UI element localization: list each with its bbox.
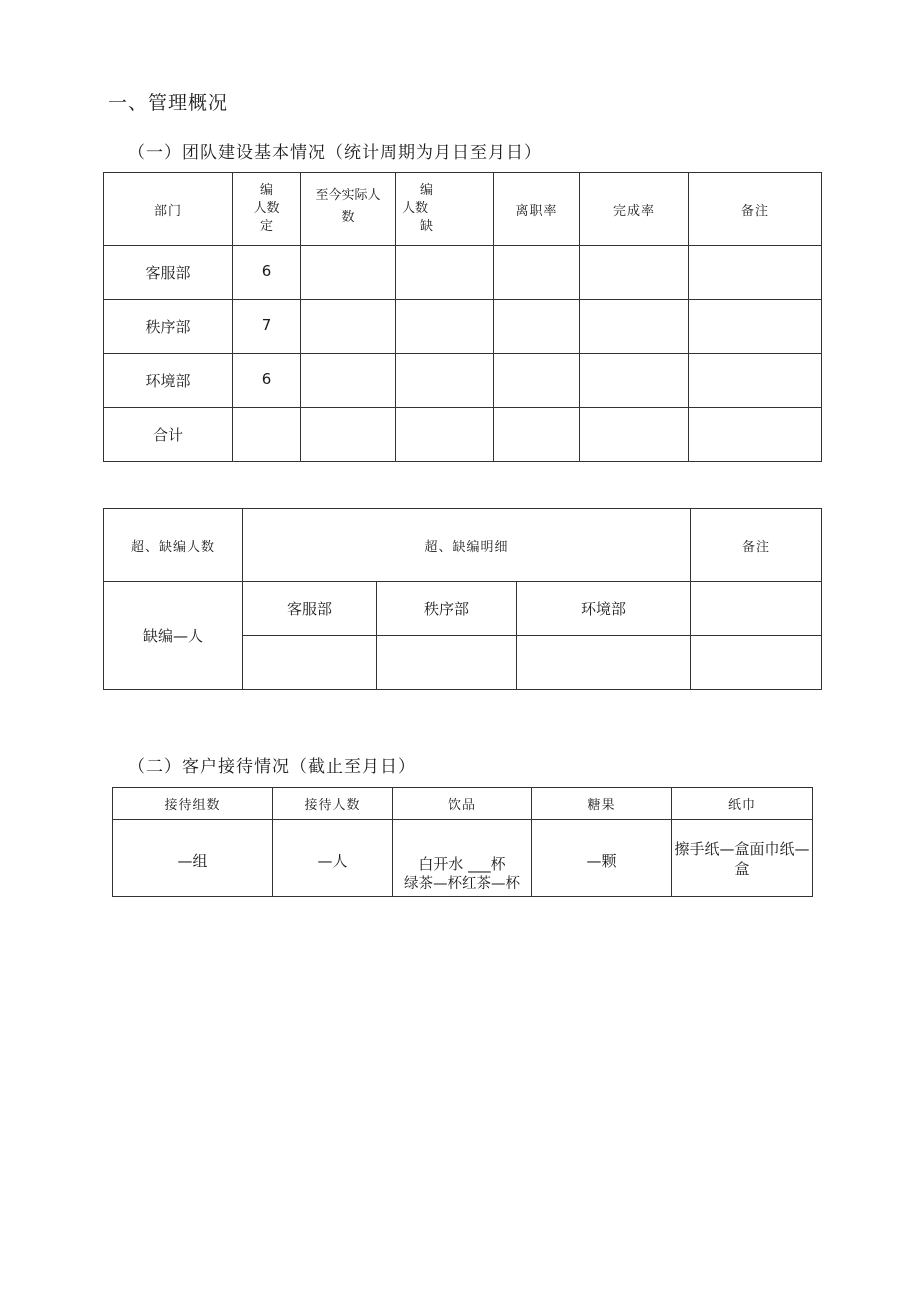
- turnover-cell[interactable]: [494, 408, 580, 462]
- actual-cell[interactable]: [301, 246, 396, 300]
- header-dept: 部门: [104, 173, 233, 246]
- table-row: [113, 820, 813, 897]
- remark-cell[interactable]: [689, 300, 822, 354]
- header-drinks: 饮品: [393, 788, 532, 820]
- table-row: [104, 354, 822, 408]
- team-table: [103, 172, 822, 462]
- quota-cell: 7: [233, 300, 301, 354]
- shortage-cell[interactable]: [396, 354, 494, 408]
- header-detail: 超、缺编明细: [243, 509, 691, 582]
- header-remark: 备注: [689, 173, 822, 246]
- quota-cell[interactable]: [233, 408, 301, 462]
- actual-cell[interactable]: [301, 408, 396, 462]
- table-row: [104, 408, 822, 462]
- dept-label: 客服部: [243, 582, 377, 636]
- team-section-title: （一）团队建设基本情况（统计周期为月日至月日）: [128, 143, 542, 163]
- shortage-summary: 缺编—人: [104, 582, 243, 690]
- table-row: [104, 582, 822, 636]
- completion-cell[interactable]: [580, 246, 689, 300]
- tissue-value: 擦手纸—盒面巾纸—盒: [672, 820, 813, 897]
- remark-cell[interactable]: [691, 582, 822, 636]
- header-count: 超、缺编人数: [104, 509, 243, 582]
- detail-cell[interactable]: [377, 636, 517, 690]
- actual-cell[interactable]: [301, 300, 396, 354]
- header-candy: 糖果: [532, 788, 672, 820]
- candy-value: —颗: [532, 820, 672, 897]
- header-remark: 备注: [691, 509, 822, 582]
- completion-cell[interactable]: [580, 300, 689, 354]
- remark-cell[interactable]: [689, 408, 822, 462]
- header-groups: 接待组数: [113, 788, 273, 820]
- groups-value: —组: [113, 820, 273, 897]
- turnover-cell[interactable]: [494, 354, 580, 408]
- shortage-cell[interactable]: [396, 246, 494, 300]
- completion-cell[interactable]: [580, 408, 689, 462]
- people-value: —人: [273, 820, 393, 897]
- dept-cell: 合计: [104, 408, 233, 462]
- dept-cell: 环境部: [104, 354, 233, 408]
- actual-cell[interactable]: [301, 354, 396, 408]
- header-turnover: 离职率: [494, 173, 580, 246]
- drinks-value: 白开水 ___杯 绿茶—杯红茶—杯: [393, 820, 532, 897]
- header-completion: 完成率: [580, 173, 689, 246]
- staffing-header-row: [104, 509, 822, 582]
- dept-label: 秩序部: [377, 582, 517, 636]
- dept-label: 环境部: [517, 582, 691, 636]
- header-actual: 至今实际人 数: [301, 173, 396, 246]
- remark-cell[interactable]: [689, 246, 822, 300]
- quota-cell: 6: [233, 354, 301, 408]
- reception-table: [112, 787, 813, 897]
- remark-cell[interactable]: [689, 354, 822, 408]
- table-row: [104, 300, 822, 354]
- section-title: 一、管理概况: [108, 92, 229, 114]
- reception-section-title: （二）客户接待情况（截止至月日）: [128, 757, 416, 777]
- table-row: [104, 246, 822, 300]
- team-header-row: [104, 173, 822, 246]
- detail-cell[interactable]: [517, 636, 691, 690]
- completion-cell[interactable]: [580, 354, 689, 408]
- header-tissue: 纸巾: [672, 788, 813, 820]
- shortage-cell[interactable]: [396, 300, 494, 354]
- dept-cell: 客服部: [104, 246, 233, 300]
- header-people: 接待人数: [273, 788, 393, 820]
- staffing-table: [103, 508, 822, 690]
- header-quota: 编 人数 定: [233, 173, 301, 246]
- turnover-cell[interactable]: [494, 300, 580, 354]
- remark-cell[interactable]: [691, 636, 822, 690]
- quota-cell: 6: [233, 246, 301, 300]
- shortage-cell[interactable]: [396, 408, 494, 462]
- dept-cell: 秩序部: [104, 300, 233, 354]
- detail-cell[interactable]: [243, 636, 377, 690]
- turnover-cell[interactable]: [494, 246, 580, 300]
- reception-header-row: [113, 788, 813, 820]
- header-shortage: 编 人数 缺: [396, 173, 494, 246]
